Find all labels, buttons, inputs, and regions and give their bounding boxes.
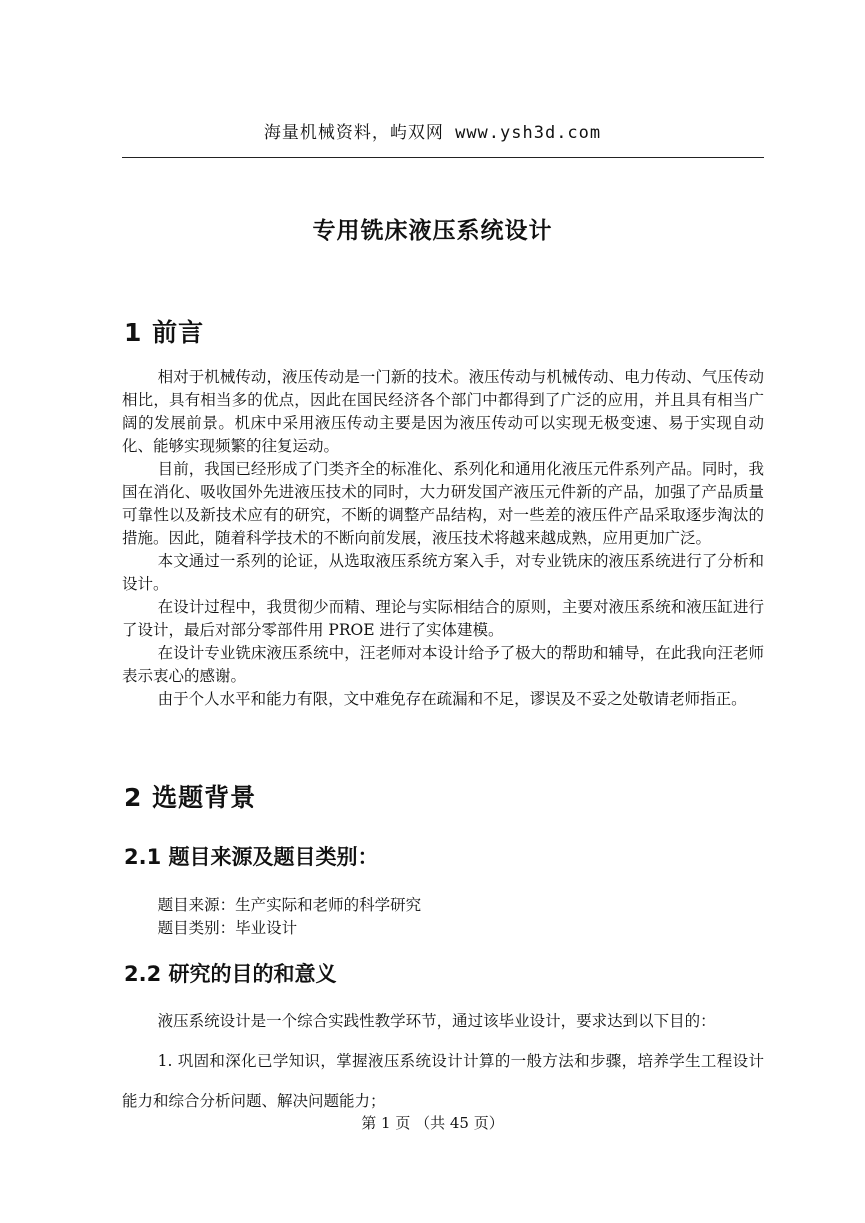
section-1-body — [122, 366, 764, 711]
paragraph: 在设计过程中，我贯彻少而精、理论与实际相结合的原则，主要对液压系统和液压缸进行了设计，最后对部分零部件用 PROE 进行了实体建模。 — [122, 598, 764, 639]
paragraph: 题目类别：毕业设计 — [157, 919, 298, 937]
header-divider — [122, 157, 764, 158]
section-2-2-body — [122, 1001, 764, 1121]
paragraph: 1. 巩固和深化已学知识，掌握液压系统设计计算的一般方法和步骤，培养学生工程设计能力和综合分析问题、解决问题能力； — [122, 1052, 764, 1110]
section-2-1-body — [122, 894, 764, 940]
section-1-heading: 1 前言 — [124, 318, 205, 347]
paragraph: 由于个人水平和能力有限，文中难免存在疏漏和不足，谬误及不妥之处敬请老师指正。 — [157, 690, 747, 708]
section-2-2-heading: 2.2 研究的目的和意义 — [124, 962, 337, 986]
page-footer: 第 1 页 （共 45 页） — [361, 1114, 504, 1132]
page-header: 海量机械资料，屿双网 www.ysh3d.com — [263, 123, 602, 143]
paragraph: 题目来源：生产实际和老师的科学研究 — [157, 896, 422, 914]
section-2-heading: 2 选题背景 — [124, 783, 257, 812]
paragraph: 目前，我国已经形成了门类齐全的标准化、系列化和通用化液压元件系列产品。同时，我国在消化、吸收国外先进液压技术的同时，大力研发国产液压元件新的产品，加强了产品质量可靠性以及新技术应有的研究，不断的调整产品结构，对一些差的液压件产品采取逐步淘汰的措施。因此，随着科学技术的不断向前发展，液压技术将越来越成熟，应用更加广泛。 — [122, 460, 764, 547]
paragraph: 在设计专业铣床液压系统中，汪老师对本设计给予了极大的帮助和辅导，在此我向汪老师表示衷心的感谢。 — [122, 644, 764, 685]
section-2-1-heading: 2.1 题目来源及题目类别： — [124, 845, 379, 869]
paragraph: 液压系统设计是一个综合实践性教学环节，通过该毕业设计，要求达到以下目的： — [157, 1012, 716, 1030]
paragraph: 本文通过一系列的论证，从选取液压系统方案入手，对专业铣床的液压系统进行了分析和设计。 — [122, 552, 764, 593]
paragraph: 相对于机械传动，液压传动是一门新的技术。液压传动与机械传动、电力传动、气压传动相比，具有相当多的优点，因此在国民经济各个部门中都得到了广泛的应用，并且具有相当广阔的发展前景。机床中采用液压传动主要是因为液压传动可以实现无极变速、易于实现自动化、能够实现频繁的往复运动。 — [122, 368, 764, 455]
document-title: 专用铣床液压系统设计 — [312, 218, 553, 244]
